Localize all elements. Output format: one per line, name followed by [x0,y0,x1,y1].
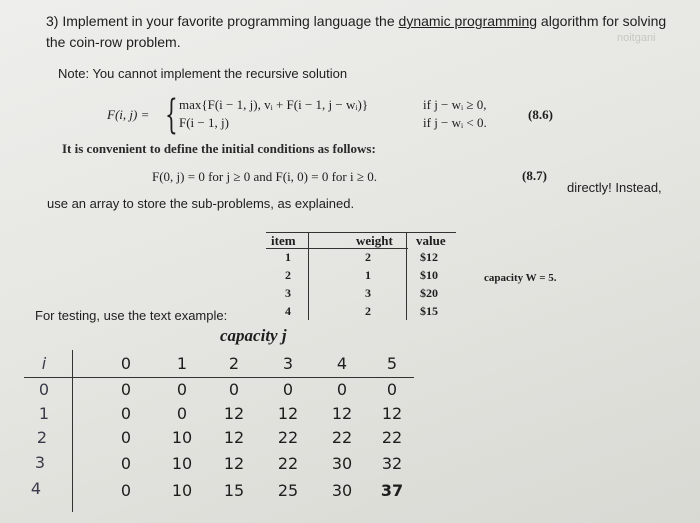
dp-cell: 0 [386,380,398,399]
col-header: 1 [176,354,188,373]
dp-table-index-divider [72,350,73,512]
dp-cell-answer: 37 [380,481,404,500]
items-table [266,230,466,325]
dp-cell: 10 [171,481,193,500]
items-cell: 3 [285,286,291,300]
items-cell: $12 [420,250,438,264]
formula-cond-2: if j − wᵢ < 0. [423,115,487,130]
dp-cell: 0 [176,404,188,423]
dp-table-header-rule [24,377,414,378]
dp-cell: 0 [228,380,240,399]
dp-cell: 22 [331,428,353,447]
row-index: 4 [30,479,42,498]
row-index: 3 [34,453,46,472]
equation-number-8-7: (8.7) [522,168,547,183]
testing-text: For testing, use the text example: [35,308,228,323]
formula-case-2: F(i − 1, j) [179,115,229,130]
row-index: 0 [38,380,50,399]
dp-cell: 25 [277,481,299,500]
items-header-value: value [416,233,446,248]
items-table-divider-2 [406,232,407,320]
dp-cell: 12 [277,404,299,423]
items-cell: 2 [365,304,371,318]
col-header: 5 [386,354,398,373]
dp-cell: 10 [171,454,193,473]
directly-text: directly! Instead, [567,180,662,195]
items-cell: 1 [285,250,291,264]
row-index: 2 [36,428,48,447]
items-header-item: item [271,233,296,248]
dp-cell: 30 [331,481,353,500]
row-index: 1 [38,404,50,423]
dp-cell: 0 [120,404,132,423]
dp-cell: 22 [277,454,299,473]
dp-cell: 22 [277,428,299,447]
dp-cell: 22 [381,428,403,447]
formula-cond-1: if j − wᵢ ≥ 0, [423,97,487,112]
dp-cell: 0 [176,380,188,399]
dp-table [22,350,442,518]
dp-cell: 12 [331,404,353,423]
items-cell: 3 [365,286,371,300]
formula-case-1: max{F(i − 1, j), vᵢ + F(i − 1, j − wᵢ)} [179,97,369,112]
dp-cell: 0 [336,380,348,399]
dp-cell: 10 [171,428,193,447]
items-header-weight: weight [356,233,393,248]
dynamic-programming-link: dynamic programming [398,13,538,29]
i-label: i [41,354,47,373]
dp-cell: 12 [223,428,245,447]
items-cell: 2 [285,268,291,282]
equation-number-8-6: (8.6) [528,107,553,122]
items-table-divider-1 [308,232,309,320]
col-header: 0 [120,354,132,373]
dp-cell: 0 [120,454,132,473]
question-line-1 [46,13,666,29]
question-line-2: the coin-row problem. [46,34,181,50]
dp-cell: 12 [381,404,403,423]
question-text-post: algorithm for solving [540,13,667,29]
dp-cell: 12 [223,404,245,423]
items-cell: $15 [420,304,438,318]
items-cell: 4 [285,304,291,318]
dp-cell: 0 [120,380,132,399]
dp-cell: 15 [223,481,245,500]
items-cell: 2 [365,250,371,264]
col-header: 2 [228,354,240,373]
convenient-text: It is convenient to define the initial conditions as follows: [62,141,376,156]
dp-cell: 32 [381,454,403,473]
items-cell: $10 [420,268,438,282]
initial-conditions: F(0, j) = 0 for j ≥ 0 and F(i, 0) = 0 for i ≥ 0. [152,169,377,184]
col-header: 3 [282,354,294,373]
question-number: 3) [46,13,59,29]
dp-cell: 12 [223,454,245,473]
formula-lhs: F(i, j) = [107,107,150,122]
watermark-text: noitgani [617,32,656,44]
recurrence-formula [107,92,527,139]
dp-cell: 30 [331,454,353,473]
question-text-pre: Implement in your favorite programming language the [62,13,395,29]
items-cell: 1 [365,268,371,282]
col-header: 4 [336,354,348,373]
dp-cell: 0 [120,481,132,500]
array-text: use an array to store the sub-problems, as explained. [47,196,355,211]
formula-brace: { [165,92,178,138]
capacity-note: capacity W = 5. [484,272,557,284]
note-text: Note: You cannot implement the recursive solution [58,66,348,81]
dp-cell: 0 [120,428,132,447]
dp-cell: 0 [282,380,294,399]
items-cell: $20 [420,286,438,300]
capacity-label: capacity j [220,326,287,345]
